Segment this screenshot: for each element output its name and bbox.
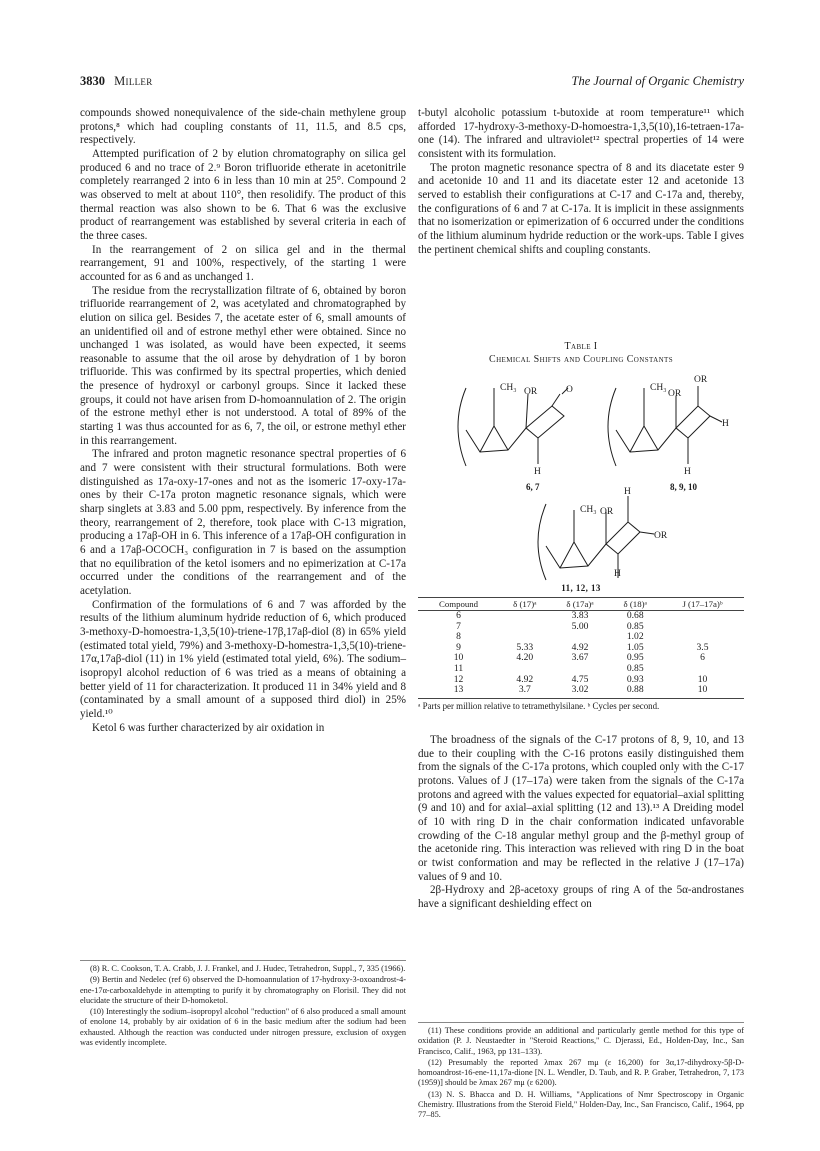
struct2-h-right-label: H (722, 419, 729, 429)
table-row (418, 664, 744, 675)
table-row (418, 611, 744, 622)
cell: 0.85 (626, 620, 644, 632)
running-header (80, 74, 744, 92)
paragraph: Attempted purification of 2 by elution chromatography on silica gel produced 6 and no trace of 2.⁹ Boron trifluoride etherate in acetonitrile completely rearranged 2 into 6 in less than 10 min at 25°. Compound 2 was observed to melt at about 110°, then resolidify. The product of this thermal reaction was also shown to be 6. That 6 was the exclusive product of rearrangement was established by several criteria in each of the three cases. (80, 147, 406, 242)
right-column-bottom (418, 734, 744, 912)
paragraph: t-butyl alcoholic potassium t-butoxide at room temperature¹¹ which afforded 17-hydroxy-3-methoxy-D-homoestra-1,3,5(10),16-tetraen-17a-one (14). The infrared and ultraviolet¹² spectral properties of 14 were consistent with its formulation. (418, 107, 744, 160)
struct2-or-top-label: OR (694, 375, 708, 385)
paragraph: In the rearrangement of 2 on silica gel and in the thermal rearrangement, 91 and 100%, respectively, of the starting 1 were accounted for as 6 and as unchanged 1. (80, 243, 406, 283)
table-caption: Chemical Shifts and Coupling Constants (489, 354, 673, 365)
cell (661, 664, 744, 675)
footnote: (12) Presumably the reported λmax 267 mμ (ε 16,200) for 3α,17-dihydroxy-5β-D-homoandrost-16-ene-11,17a-dione [N. L. Wendler, D. Taub, and R. P. Graber, Tetrahedron, 7, 173 (1959)] should be λmax 267 mμ (ε 6200). (418, 1057, 744, 1088)
struct3-h-top-label: H (624, 487, 631, 497)
bracket-left-1 (458, 388, 466, 466)
table-header-row (418, 598, 744, 611)
paragraph: The infrared and proton magnetic resonance spectral properties of 6 and 7 were consistent with their structural formulations. Both were distinguished as 17a-oxy-17-ones and not as the isomeric 17-oxy-17a-ones by their C-17a proton magnetic resonance signals, which were sharp singlets at 3.83 and 5.00 ppm, respectively. By inference from the theory, rearrangement of 2, therefore, took place with C-13 migration, producing a 17aβ-OH in 6. This inference of a 17aβ-OH configuration in 6 and a 17aβ-OCOCH₃ configuration in 7 is based on the assumption that no equilibration of the ketol isomers and no epimerization at C-17a occurred under the conditions of the rearrangement and of the acetylation. (80, 448, 406, 597)
cell: 10 (453, 652, 464, 664)
cell: 9 (456, 641, 461, 653)
footnote: (11) These conditions provide an additional and particularly gentle method for this type of oxidation (P. J. Neustaedter in "Steroid Reactions," C. Djerassi, Ed., Holden-Day, Inc., San Francisco, Calif., 1963, pp 131–133). (418, 1026, 744, 1056)
paragraph: Ketol 6 was further characterized by air oxidation in (92, 721, 325, 734)
cell: 6 (456, 610, 461, 621)
cell: 0.88 (609, 685, 661, 698)
paragraph: The broadness of the signals of the C-17 protons of 8, 9, 10, and 13 due to their coupling with the C-16 protons easily distinguished them from the signals of the C-17a protons, which coupled only with the C-17 protons. Values of J (17–17a) were taken from the signals of the C-17a protons and agreed with the values expected for equatorial–axial splitting (9 and 10) and for axial–axial splitting (12 and 13).¹³ A Dreiding model of 10 with ring D in the chair conformation indicated unfavorable crowding of the C-18 angular methyl group and the β-methyl group of the acetonide ring. This interaction was relieved with ring D in the boat or twist conformation and may be reflected in the relative J (17–17a) values of 9 and 10. (418, 734, 744, 883)
cell: 10 (697, 673, 708, 685)
paragraph: Confirmation of the formulations of 6 and 7 was afforded by the results of the lithium aluminum hydride reduction of 6, which produced 3-methoxy-D-homoestra-1,3,5(10)-triene-17β,17aβ-diol (8) in 65% yield (estimated total yield, 79%) and 3-methoxy-D-homestra-1,3,5(10)-triene-17α,17aβ-diol (11) in 1% yield (estimated total yield, 6%). The sodium–isopropyl alcohol reduction of 6 was tried as a means of obtaining a better yield of 11 for characterization. It produced 11 in 34% yield and 8 (contaminated by a small amount of a supposed third diol) in 25% yield.¹⁰ (80, 598, 406, 720)
left-column (80, 107, 406, 735)
struct2-h-label: H (684, 467, 691, 477)
paragraph: 2β-Hydroxy and 2β-acetoxy groups of ring A of the 5α-androstanes have a significant deshielding effect on (418, 884, 744, 910)
shift-table (418, 597, 744, 699)
cell: 10 (661, 685, 744, 698)
right-column-top (418, 107, 744, 257)
footnote: (10) Interestingly the sodium–isopropyl alcohol "reduction" of 6 also produced a small amount of enolone 14, probably by air oxidation of 6 in the basic medium after the sodium had been exhausted. Although the reaction was conducted under nitrogen pressure, exclusion of oxygen was evidently incomplete. (80, 1007, 406, 1048)
cell: 0.68 (626, 610, 644, 621)
cell: 3.67 (571, 652, 589, 664)
cell: 0.95 (626, 652, 644, 664)
cell: 1.02 (626, 631, 644, 643)
cell (499, 611, 551, 622)
cell: 4.75 (571, 673, 589, 685)
cell: 0.93 (626, 673, 644, 685)
structure-diagrams (418, 366, 744, 584)
paragraph: The residue from the recrystallization filtrate of 6, obtained by boron trifluoride rearrangement of 2, was acetylated and chromatographed by elution on silica gel. Besides 7, the acetate ester of 6, small amounts of an unidentified oil and of estrone methyl ether were obtained. Since no unchanged 1 was isolated, as would have been expected, it seems reasonable to assume that the oil arose by dehydration of 1 by boron trifluoride. This was confirmed by its spectral properties, which denied the presence of hydroxyl or carbonyl groups. Since it lacked these groups, it could not have arisen from D-homoannulation of 2. The origin of the estrone methyl ether is not understood. A total of 89% of the starting 1 was thus accounted for as 6, 7, the oil, or estrone methyl ether in this rearrangement. (80, 284, 406, 447)
cell: 7 (456, 620, 461, 632)
cell: 3.83 (571, 610, 589, 621)
footnote: (13) N. S. Bhacca and D. H. Williams, "Applications of Nmr Spectroscopy in Organic Chemistry. Illustrations from the Steroid Field," Holden-Day, Inc., San Francisco, Calif., 1964, pp 77–85. (418, 1089, 744, 1120)
col-header: Compound (418, 598, 499, 611)
cell: 5.00 (571, 620, 589, 632)
footnote-rule (418, 1022, 744, 1023)
col-header: J (17–17a)ᵇ (661, 598, 744, 611)
cell (499, 664, 551, 675)
cell: 3.5 (696, 641, 709, 653)
cell: 1.05 (626, 641, 644, 653)
ring-d-structures (418, 366, 744, 584)
table-row (418, 653, 744, 664)
cell: 6 (700, 652, 705, 664)
cell: 4.92 (571, 641, 589, 653)
footnotes-right (418, 1022, 744, 1122)
cell: 13 (418, 685, 499, 698)
struct1-methyl-label: CH₃ (500, 383, 517, 393)
struct1-compound-label: 6, 7 (526, 482, 540, 492)
struct2-or-label: OR (668, 389, 682, 399)
page-number: 3830 (80, 74, 105, 88)
footnote-rule (80, 960, 406, 961)
cell: 3.7 (499, 685, 551, 698)
cell: 0.85 (626, 662, 644, 674)
cell: 8 (456, 631, 461, 643)
cell (661, 622, 744, 633)
author-name: Miller (114, 74, 153, 88)
table-row (418, 685, 744, 698)
table-1 (418, 340, 744, 712)
cell: 3.02 (551, 685, 610, 698)
footnote: (8) R. C. Cookson, T. A. Crabb, J. J. Frankel, and J. Hudec, Tetrahedron, Suppl., 7, 335 (1966). (90, 964, 406, 973)
struct1-o-label: O (566, 385, 573, 395)
cell: 4.92 (516, 673, 534, 685)
paragraph: The proton magnetic resonance spectra of 8 and its diacetate ester 9 and acetonide 10 and 11 and its diacetate ester 12 and acetonide 13 served to establish their configurations at C-17 and C-17a and, thereby, the configurations of 6 and 7 at C-17a. It is implicit in these assignments that no isomerization or epimerization of 6 occurred under the conditions of the lithium aluminum hydride reduction or the work-ups. Table I gives the pertinent chemical shifts and coupling constants. (418, 161, 744, 256)
paragraph: compounds showed nonequivalence of the side-chain methylene group protons,⁸ which had coupling constants of 11, 11.5, and 8.5 cps, respectively. (80, 107, 406, 147)
footnote: (9) Bertin and Nedelec (ref 6) observed the D-homoannulation of 17-hydroxy-3-oxoandrost-4-ene-17α-carboxaldehyde in attempting to purify it by chromatography on Florisil. They did not elucidate the structure of their D-homoketol. (80, 975, 406, 1005)
struct2-methyl-label: CH₃ (650, 383, 667, 393)
struct3-or-right-label: OR (654, 531, 668, 541)
footnotes-left (80, 960, 406, 1049)
table-title: Table I (564, 341, 598, 352)
col-header: δ (17)ᵃ (499, 598, 551, 611)
cell (551, 664, 610, 675)
table-row (418, 622, 744, 633)
col-header: δ (17a)ᵃ (551, 598, 610, 611)
struct3-h-label: H (614, 569, 621, 579)
struct2-compound-label: 8, 9, 10 (670, 482, 697, 492)
cell: 12 (453, 673, 464, 685)
struct1-h-label: H (534, 467, 541, 477)
struct1-or-label: OR (524, 387, 538, 397)
col-header: δ (18)ᵃ (609, 598, 661, 611)
cell: 5.33 (516, 641, 534, 653)
cell (661, 611, 744, 622)
struct3-compound-label: 11, 12, 13 (561, 583, 601, 593)
journal-title: The Journal of Organic Chemistry (571, 74, 744, 88)
struct3-methyl-label: CH₃ (580, 505, 597, 515)
table-footnote: ᵃ Parts per million relative to tetramethylsilane. ᵇ Cycles per second. (418, 700, 660, 711)
cell: 4.20 (516, 652, 534, 664)
cell (499, 622, 551, 633)
struct3-or-label: OR (600, 507, 614, 517)
cell: 11 (453, 662, 464, 674)
